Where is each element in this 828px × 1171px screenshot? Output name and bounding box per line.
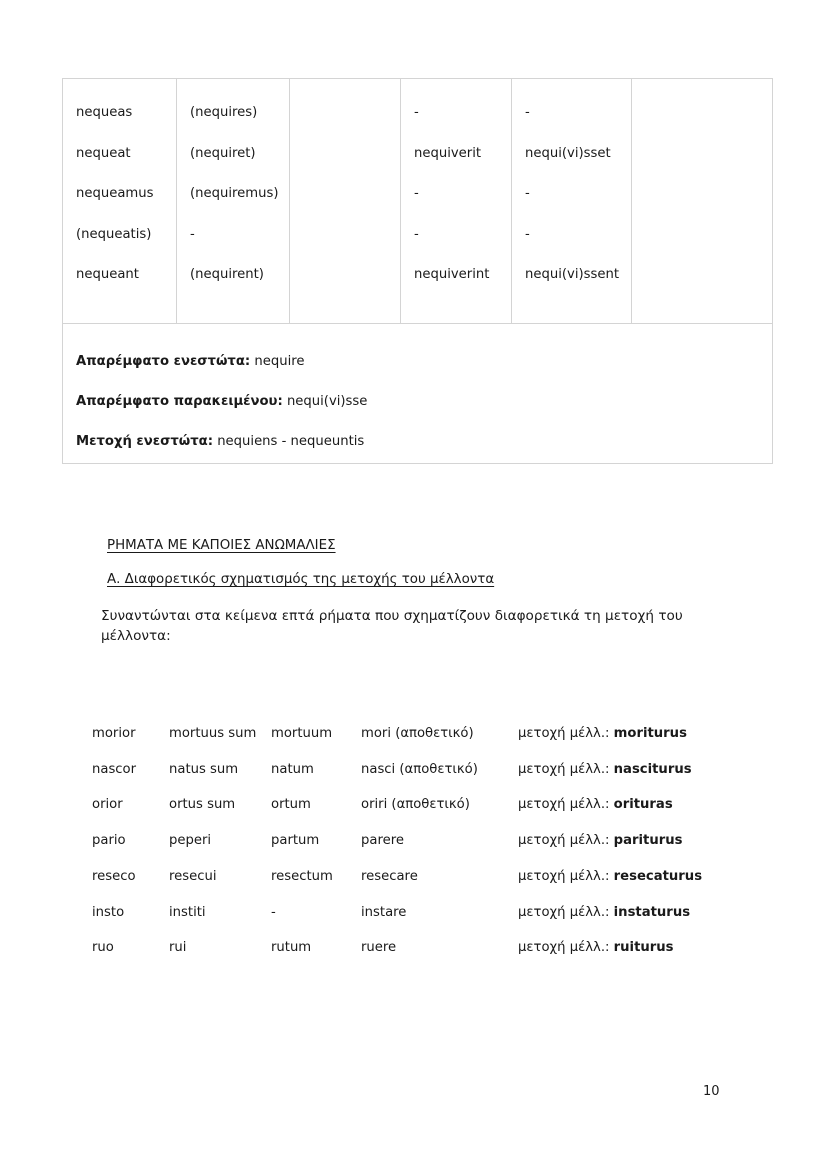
conjugation-cell-col2 [177, 79, 290, 324]
conjugation-col5-stack [512, 79, 631, 323]
participle-value: instaturus [613, 904, 691, 920]
conjugation-col6-stack [632, 79, 772, 323]
verb-infinitive: instare [361, 904, 407, 920]
cell-value: (nequeatis) [76, 226, 152, 242]
verb-supine: ortum [271, 797, 311, 813]
cell-value: nequeat [76, 145, 131, 161]
verb-supine: partum [271, 833, 320, 849]
verb-perfect: peperi [169, 833, 212, 849]
cell-value: nequeas [76, 105, 133, 120]
summary-line-present-participle [76, 422, 772, 462]
cell-value [645, 174, 760, 215]
cell-value: - [414, 226, 419, 242]
conjugation-col3-stack [290, 79, 400, 323]
intro-paragraph: Συναντώνται στα κείμενα επτά ρήματα που σχηματίζουν διαφορετικά τη μετοχή του μέλλοντα: [101, 608, 683, 644]
conjugation-table [62, 78, 773, 464]
verb-supine: resectum [271, 868, 333, 884]
participle-label: μετοχή μέλλ.: [518, 904, 614, 920]
verb-list-table [92, 716, 732, 966]
verb-infinitive: parere [361, 833, 404, 849]
cell-value [645, 215, 760, 256]
cell-value [645, 93, 760, 134]
cell-value: - [525, 105, 530, 120]
cell-value [645, 255, 760, 296]
cell-value: nequeant [76, 267, 139, 283]
section-heading-sub: Α. Διαφορετικός σχηματισμός της μετοχής του μέλλοντα [107, 572, 495, 587]
cell-value: - [525, 186, 530, 202]
verb-future-participle [518, 823, 732, 859]
conjugation-row [63, 79, 773, 324]
verb-infinitive: ruere [361, 940, 397, 956]
verb-present: morior [92, 726, 136, 741]
cell-value: (nequiret) [190, 145, 256, 161]
cell-value [303, 174, 388, 215]
cell-value: - [414, 186, 419, 202]
verb-perfect: resecui [169, 868, 217, 884]
verb-perfect: natus sum [169, 761, 239, 777]
verb-list-row [92, 930, 732, 966]
participle-value: nasciturus [613, 761, 692, 777]
summary-label: Μετοχή ενεστώτα: [76, 434, 213, 449]
conjugation-col2-stack [177, 79, 289, 323]
verb-infinitive: oriri (αποθετικό) [361, 797, 470, 813]
participle-label: μετοχή μέλλ.: [518, 868, 614, 884]
conjugation-col4-stack [401, 79, 511, 323]
verb-list-body [92, 716, 732, 966]
summary-label: Απαρέμφατο παρακειμένου: [76, 394, 283, 409]
cell-value [303, 93, 388, 134]
cell-value: nequiverit [414, 145, 482, 161]
cell-value: (nequires) [190, 105, 258, 120]
participle-value: moriturus [613, 726, 687, 741]
verb-present: ruo [92, 940, 114, 956]
verb-list-row [92, 752, 732, 788]
section-heading-main: ΡΗΜΑΤΑ ΜΕ ΚΑΠΟΙΕΣ ΑΝΩΜΑΛΙΕΣ [107, 538, 336, 553]
summary-label: Απαρέμφατο ενεστώτα: [76, 354, 251, 369]
verb-list-row [92, 716, 732, 752]
verb-perfect: ortus sum [169, 797, 236, 813]
participle-value: resecaturus [613, 868, 703, 884]
conjugation-cell-col4 [401, 79, 512, 324]
verb-supine: - [271, 904, 276, 920]
verb-perfect: mortuus sum [169, 726, 257, 741]
cell-value: nequi(vi)sset [525, 145, 611, 161]
participle-label: μετοχή μέλλ.: [518, 833, 614, 849]
verb-infinitive: nasci (αποθετικό) [361, 761, 478, 777]
participle-value: pariturus [613, 833, 683, 849]
summary-line-present-infinitive [76, 342, 772, 382]
cell-value: - [525, 226, 530, 242]
verb-list-row [92, 895, 732, 931]
cell-value [645, 134, 760, 175]
verb-present: insto [92, 904, 125, 920]
participle-label: μετοχή μέλλ.: [518, 940, 614, 956]
conjugation-cell-col5 [512, 79, 632, 324]
summary-row [63, 324, 773, 464]
verb-supine: rutum [271, 940, 312, 956]
verb-future-participle [518, 787, 732, 823]
cell-value: nequeamus [76, 186, 154, 202]
summary-stack [63, 324, 772, 463]
verb-future-participle [518, 752, 732, 788]
cell-value: (nequiremus) [190, 186, 279, 202]
verb-list-row [92, 859, 732, 895]
cell-value: nequi(vi)ssent [525, 267, 620, 283]
summary-value: nequiens - nequeuntis [217, 434, 365, 449]
summary-line-perfect-infinitive [76, 382, 772, 422]
verb-perfect: institi [169, 904, 206, 920]
participle-value: ruiturus [613, 940, 674, 956]
verb-future-participle [518, 859, 732, 895]
verb-present: pario [92, 833, 126, 849]
page-number: 10 [703, 1084, 720, 1099]
cell-value [303, 255, 388, 296]
verb-infinitive: resecare [361, 868, 418, 884]
conjugation-cell-col3 [290, 79, 401, 324]
participle-label: μετοχή μέλλ.: [518, 797, 614, 813]
participle-label: μετοχή μέλλ.: [518, 761, 614, 777]
cell-value [303, 134, 388, 175]
cell-value: nequiverint [414, 267, 490, 283]
cell-value [303, 215, 388, 256]
conjugation-col1-stack [63, 79, 176, 323]
cell-value: - [414, 105, 419, 120]
verb-future-participle [518, 895, 732, 931]
verb-list-row [92, 823, 732, 859]
verb-present: orior [92, 797, 123, 813]
verb-list-row [92, 787, 732, 823]
verb-future-participle [518, 716, 732, 752]
verb-supine: natum [271, 761, 314, 777]
verb-infinitive: mori (αποθετικό) [361, 726, 474, 741]
verb-present: nascor [92, 761, 137, 777]
conjugation-table-body [63, 79, 773, 464]
verb-present: reseco [92, 868, 136, 884]
participle-label: μετοχή μέλλ.: [518, 726, 614, 741]
summary-value: nequire [254, 354, 305, 369]
participle-value: orituras [613, 797, 673, 813]
conjugation-cell-col6 [632, 79, 773, 324]
cell-value: (nequirent) [190, 267, 264, 283]
summary-value: nequi(vi)sse [286, 394, 368, 409]
conjugation-cell-col1 [63, 79, 177, 324]
verb-supine: mortuum [271, 726, 333, 741]
cell-value: - [190, 226, 195, 242]
summary-cell [63, 324, 773, 464]
verb-perfect: rui [169, 940, 187, 956]
verb-future-participle [518, 930, 732, 966]
